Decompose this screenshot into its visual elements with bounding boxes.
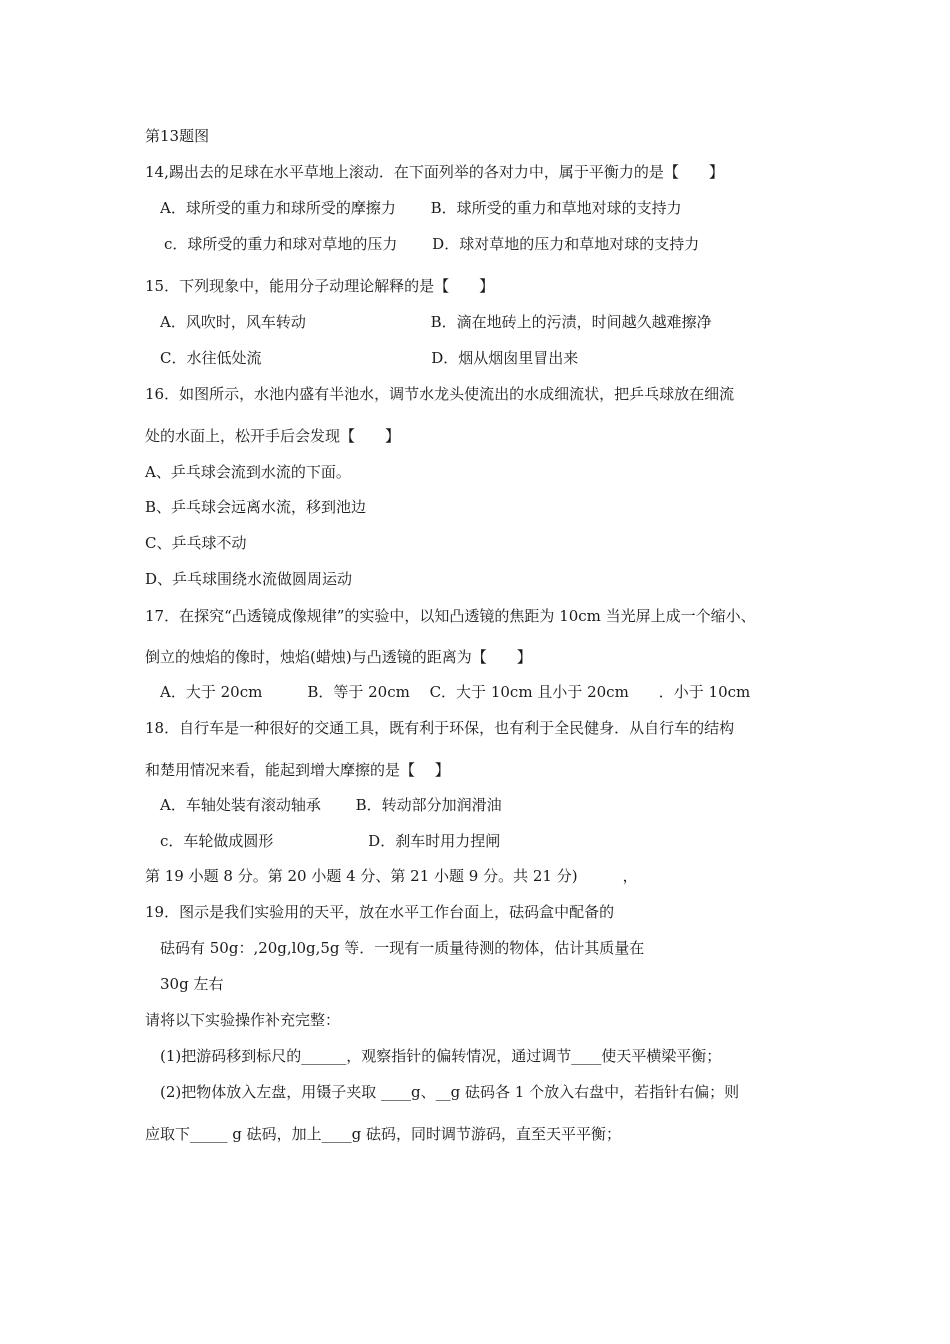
question-17-stem-line1: 17．在探究“凸透镜成像规律”的实验中，以知凸透镜的焦距为 10cm 当光屏上成一个缩小、 xyxy=(145,607,756,625)
question-15-options-cd: C．水往低处流 D．烟从烟囱里冒出来 xyxy=(160,349,579,367)
question-15-options-ab: A．风吹时，风车转动 B．滴在地砖上的污渍，时间越久越难擦净 xyxy=(160,313,712,331)
question-16-option-d: D、乒乓球围绕水流做圆周运动 xyxy=(145,570,353,588)
question-14-stem: 14,踢出去的足球在水平草地上滚动．在下面列举的各对力中，属于平衡力的是【 】 xyxy=(145,163,724,181)
question-18-options-ab: A．车轴处装有滚动轴承 B．转动部分加润滑油 xyxy=(160,796,502,814)
question-16-stem-line2: 处的水面上，松开手后会发现【 】 xyxy=(145,427,401,445)
question-18-options-cd: c．车轮做成圆形 D．刹车时用力捏闸 xyxy=(160,832,501,850)
question-17-options: A．大于 20cm B．等于 20cm C．大于 10cm 且小于 20cm ．小于 10cm xyxy=(160,683,751,701)
question-15-stem: 15．下列现象中，能用分子动理论解释的是【 】 xyxy=(145,277,495,295)
question-18-stem-line2: 和楚用情况来看，能起到增大摩擦的是【 】 xyxy=(145,761,450,779)
section-header: 第 19 小题 8 分。第 20 小题 4 分、第 21 小题 9 分。共 21 分) ， xyxy=(145,867,638,885)
question-19-stem-line2: 砝码有 50g：,20g,l0g,5g 等．一现有一质量待测的物体，估计其质量在 xyxy=(160,939,645,957)
question-19-step2: (2)把物体放入左盘，用镊子夹取 ____g、__g 砝码各 1 个放入右盘中，若指针右偏；则 xyxy=(160,1083,740,1101)
question-19-stem-line3: 30g 左右 xyxy=(160,975,224,993)
question-16-stem-line1: 16．如图所示，水池内盛有半池水，调节水龙头使流出的水成细流状，把乒乓球放在细流 xyxy=(145,385,735,403)
question-14-options-cd: c．球所受的重力和球对草地的压力 D．球对草地的压力和草地对球的支持力 xyxy=(164,235,700,253)
figure-caption: 第13题图 xyxy=(145,127,210,145)
question-16-option-a: A、乒乓球会流到水流的下面。 xyxy=(145,463,351,481)
question-17-stem-line2: 倒立的烛焰的像时，烛焰(蜡烛)与凸透镜的距离为【 】 xyxy=(145,648,532,666)
question-18-stem-line1: 18．自行车是一种很好的交通工具，既有利于环保，也有利于全民健身．从自行车的结构 xyxy=(145,719,735,737)
question-19-step1: (1)把游码移到标尺的______，观察指针的偏转情况，通过调节____使天平横梁平衡； xyxy=(160,1047,722,1065)
question-19-step2-cont: 应取下_____ g 砝码，加上____g 砝码，同时调节游码，直至天平平衡； xyxy=(145,1125,622,1143)
question-16-option-b: B、乒乓球会远离水流，移到池边 xyxy=(145,498,367,516)
question-19-stem-line1: 19．图示是我们实验用的天平，放在水平工作台面上，砝码盒中配备的 xyxy=(145,903,615,921)
question-14-options-ab: A．球所受的重力和球所受的摩擦力 B．球所受的重力和草地对球的支持力 xyxy=(160,199,682,217)
question-19-instruction: 请将以下实验操作补充完整： xyxy=(145,1011,341,1029)
question-16-option-c: C、乒乓球不动 xyxy=(145,534,247,552)
